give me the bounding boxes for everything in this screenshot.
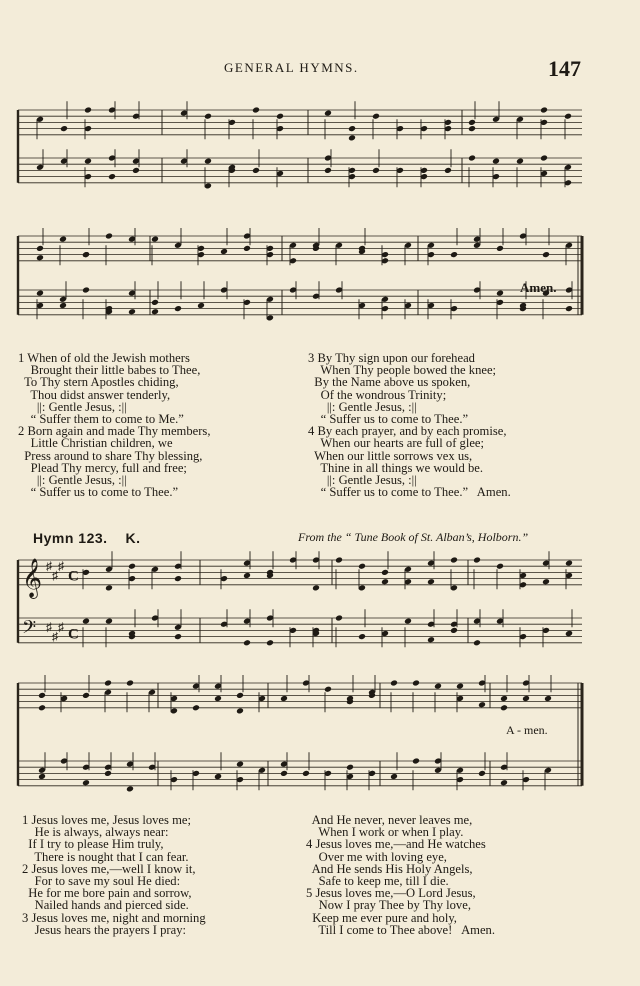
verse-line: Over me with loving eye, (306, 849, 447, 864)
time-signature: C (68, 568, 79, 585)
note-head (84, 107, 92, 114)
tune-source: From the “ Tune Book of St. Alban’s, Holborn.” (298, 530, 529, 544)
note-head (412, 758, 420, 765)
note-head (128, 308, 136, 315)
verse-line: Now I pray Thee by Thy love, (306, 898, 471, 913)
note-head (324, 110, 332, 117)
note-head (302, 770, 310, 777)
note-head (252, 107, 260, 114)
note-head (335, 615, 343, 622)
key-sharp: ♯ (52, 629, 58, 644)
note-head (104, 770, 112, 777)
note-head (473, 639, 481, 646)
treble-clef: 𝄞 (22, 559, 43, 597)
hymn-number: Hymn 123. (33, 530, 108, 546)
note-head (492, 158, 500, 165)
note-head (412, 680, 420, 687)
note-head (427, 578, 435, 585)
note-head (540, 107, 548, 114)
verse-line: “ Suffer us to come to Thee.” (308, 411, 469, 426)
note-head (214, 695, 222, 702)
verse-line: When our little sorrows vex us, (308, 448, 473, 463)
note-head (59, 236, 67, 243)
note-head (390, 680, 398, 687)
running-head: GENERAL HYMNS. (224, 60, 359, 75)
page-number: 147 (548, 56, 581, 81)
note-head (542, 251, 550, 258)
music-system-3 (0, 548, 640, 673)
note-head (565, 630, 573, 637)
note-head (105, 233, 113, 240)
note-head (390, 773, 398, 780)
note-head (565, 305, 573, 312)
verse-line: Jesus hears the prayers I pray: (22, 922, 187, 937)
note-head (565, 560, 573, 567)
note-head (280, 770, 288, 777)
verse-line: There is nought that I can fear. (22, 849, 189, 864)
note-head (132, 167, 140, 174)
verse-line: ||: Gentle Jesus, :|| (308, 399, 417, 414)
note-head (478, 770, 486, 777)
note-head (126, 785, 134, 792)
verse-line: Plead Thy mercy, full and free; (18, 460, 187, 475)
hymn-title (33, 530, 159, 546)
note-head (36, 245, 44, 252)
verse-line: 3 Jesus loves me, night and morning (22, 910, 206, 925)
note-head (128, 563, 136, 570)
note-head (243, 245, 251, 252)
note-head (126, 680, 134, 687)
note-head (82, 692, 90, 699)
time-signature: C (68, 626, 79, 643)
note-head (252, 167, 260, 174)
verse-line: Little Christian children, we (18, 436, 173, 451)
verse-line: ||: Gentle Jesus, :|| (18, 399, 127, 414)
verse-line: Till I come to Thee above! Amen. (306, 922, 495, 937)
verse-line: Brought their little babes to Thee, (18, 363, 201, 378)
note-head (468, 125, 476, 132)
verses-left-lower (22, 814, 206, 936)
verse-line: Press around to share Thy blessing, (18, 448, 203, 463)
note-head (444, 167, 452, 174)
verse-line: 4 Jesus loves me,—and He watches (306, 837, 486, 852)
note-head (276, 113, 284, 120)
verse-line: 4 By each prayer, and by each promise, (308, 424, 507, 439)
bass-clef: 𝄢 (22, 616, 37, 642)
verse-line: Nailed hands and pierced side. (22, 898, 189, 913)
note-head (468, 119, 476, 126)
note-head (348, 134, 356, 141)
note-head (82, 251, 90, 258)
note-head (468, 155, 476, 162)
note-head (36, 254, 44, 261)
verse-line: When our hearts are full of glee; (308, 436, 485, 451)
verse-line: Thou didst answer tenderly, (18, 387, 171, 402)
note-head (105, 618, 113, 625)
note-head (564, 113, 572, 120)
note-head (204, 158, 212, 165)
verse-line: When Thy people bowed the knee; (308, 363, 497, 378)
verse-line: 1 When of old the Jewish mothers (18, 351, 190, 365)
verse-line: 2 Born again and made Thy members, (18, 424, 211, 439)
note-head (542, 578, 550, 585)
note-head (434, 683, 442, 690)
verse-line: 5 Jesus loves me,—O Lord Jesus, (306, 886, 476, 901)
note-head (60, 125, 68, 132)
note-head (404, 618, 412, 625)
note-head (236, 707, 244, 714)
note-head (324, 167, 332, 174)
note-head (82, 618, 90, 625)
note-head (266, 639, 274, 646)
verse-line: 2 Jesus loves me,—well I know it, (22, 861, 196, 876)
note-head (496, 290, 504, 297)
verses-right-upper (308, 352, 511, 498)
note-head (174, 305, 182, 312)
note-head (496, 563, 504, 570)
note-head (174, 633, 182, 640)
key-sharp: ♯ (46, 620, 52, 635)
note-head (381, 569, 389, 576)
verse-line: And He never, never leaves me, (306, 813, 473, 827)
verse-line: ||: Gentle Jesus, :|| (18, 472, 127, 487)
note-head (346, 764, 354, 771)
note-head (197, 302, 205, 309)
note-head (500, 704, 508, 711)
hymn-tune: K. (125, 530, 141, 546)
note-head (192, 704, 200, 711)
verses-right-lower (306, 814, 495, 936)
note-head (59, 302, 67, 309)
note-head (236, 692, 244, 699)
note-head (82, 779, 90, 786)
note-head (522, 695, 530, 702)
note-head (312, 584, 320, 591)
amen-label-upper: Amen. (520, 280, 557, 295)
verse-line: If I try to please Him truly, (22, 837, 164, 852)
note-head (500, 779, 508, 786)
note-head (38, 704, 46, 711)
note-head (174, 575, 182, 582)
key-sharp: ♯ (52, 568, 58, 583)
verse-line: By the Name above us spoken, (308, 375, 471, 390)
note-head (372, 167, 380, 174)
verse-line: “ Suffer them to come to Me.” (18, 411, 184, 426)
verse-line: To Thy stern Apostles chiding, (18, 375, 179, 390)
verses-left-upper (18, 352, 210, 498)
note-head (540, 155, 548, 162)
verse-line: When I work or when I play. (306, 825, 464, 840)
note-head (456, 683, 464, 690)
note-head (204, 113, 212, 120)
key-sharp: ♯ (46, 559, 52, 574)
note-head (478, 701, 486, 708)
note-head (151, 308, 159, 315)
verse-line: He for me bore pain and sorrow, (22, 886, 192, 901)
note-head (348, 125, 356, 132)
note-head (151, 299, 159, 306)
note-head (372, 113, 380, 120)
note-head (500, 695, 508, 702)
note-head (427, 636, 435, 643)
note-head (104, 680, 112, 687)
verse-line: He is always, always near: (22, 825, 169, 840)
note-head (280, 695, 288, 702)
note-head (84, 158, 92, 165)
verse-line: 1 Jesus loves me, Jesus loves me; (22, 813, 191, 827)
verse-line: Thine in all things we would be. (308, 460, 484, 475)
key-sharp: ♯ (58, 620, 64, 635)
note-head (358, 563, 366, 570)
note-head (450, 251, 458, 258)
verse-line: Of the wondrous Trinity; (308, 387, 447, 402)
note-head (243, 572, 251, 579)
note-head (496, 245, 504, 252)
note-head (82, 287, 90, 294)
note-head (450, 627, 458, 634)
note-head (381, 578, 389, 585)
note-head (544, 695, 552, 702)
verse-line: And He sends His Holy Angels, (306, 861, 473, 876)
note-head (450, 557, 458, 564)
verse-line: Safe to keep me, till I die. (306, 873, 449, 888)
note-head (38, 692, 46, 699)
amen-label-lower: A - men. (506, 723, 548, 737)
verse-line: Keep me ever pure and holy, (306, 910, 457, 925)
note-head (108, 173, 116, 180)
note-head (236, 761, 244, 768)
note-head (358, 633, 366, 640)
music-system-1 (0, 100, 640, 210)
note-head (220, 248, 228, 255)
note-head (473, 557, 481, 564)
verse-line: 3 By Thy sign upon our forehead (308, 351, 475, 365)
note-head (214, 773, 222, 780)
verse-line: For to save my soul He died: (22, 873, 181, 888)
note-head (38, 773, 46, 780)
verse-line: ||: Gentle Jesus, :|| (308, 472, 417, 487)
note-head (516, 158, 524, 165)
key-sharp: ♯ (58, 559, 64, 574)
verse-line: “ Suffer us to come to Thee.” (18, 485, 179, 500)
note-head (324, 686, 332, 693)
note-head (151, 236, 159, 243)
verse-line: “ Suffer us to come to Thee.” Amen. (308, 485, 511, 500)
note-head (36, 290, 44, 297)
note-head (335, 557, 343, 564)
note-head (105, 584, 113, 591)
note-head (243, 639, 251, 646)
